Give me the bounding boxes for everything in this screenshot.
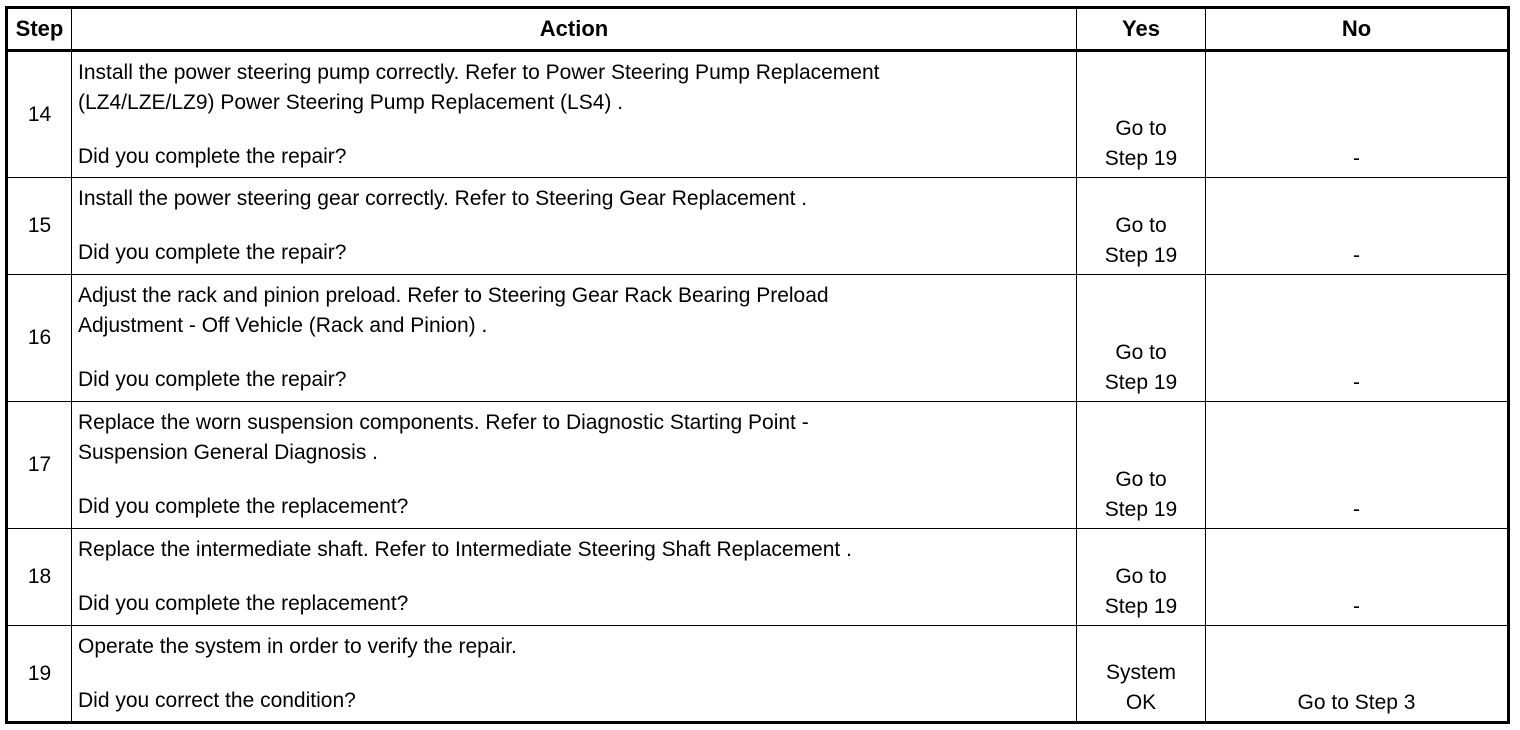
yes-line: Go to — [1115, 214, 1167, 237]
action-question: Did you complete the replacement? — [78, 495, 409, 518]
header-action: Action — [72, 8, 1077, 51]
action-line: Adjust the rack and pinion preload. Refer to Steering Gear Rack Bearing Preload — [78, 284, 829, 307]
action-cell — [72, 402, 1077, 529]
header-no: No — [1206, 8, 1509, 51]
yes-cell — [1077, 402, 1206, 529]
yes-line: Step 19 — [1104, 498, 1178, 521]
step-number: 17 — [7, 402, 72, 529]
table-row — [7, 51, 1509, 178]
action-line: Install the power steering gear correctly. Refer to Steering Gear Replacement . — [78, 187, 808, 210]
header-yes: Yes — [1077, 8, 1206, 51]
no-cell: - — [1206, 402, 1509, 529]
step-number: 14 — [7, 51, 72, 178]
yes-cell — [1077, 51, 1206, 178]
action-question: Did you correct the condition? — [78, 689, 356, 712]
table-row — [7, 275, 1509, 402]
yes-cell — [1077, 275, 1206, 402]
yes-line: Step 19 — [1104, 371, 1178, 394]
no-cell: - — [1206, 178, 1509, 275]
yes-line: Go to — [1115, 565, 1167, 588]
action-question: Did you complete the replacement? — [78, 592, 409, 615]
step-number: 19 — [7, 626, 72, 723]
yes-line: Go to — [1115, 117, 1167, 140]
step-number: 18 — [7, 529, 72, 626]
yes-line: Go to — [1115, 341, 1167, 364]
header-step: Step — [7, 8, 72, 51]
table-row — [7, 626, 1509, 723]
table-row — [7, 178, 1509, 275]
action-cell — [72, 529, 1077, 626]
action-line: Replace the worn suspension components. Refer to Diagnostic Starting Point - — [78, 411, 809, 434]
table-row — [7, 529, 1509, 626]
yes-cell — [1077, 626, 1206, 723]
action-line: Operate the system in order to verify the repair. — [78, 635, 517, 658]
yes-cell — [1077, 529, 1206, 626]
no-cell: - — [1206, 275, 1509, 402]
action-line: Replace the intermediate shaft. Refer to Intermediate Steering Shaft Replacement . — [78, 538, 852, 561]
action-cell — [72, 275, 1077, 402]
step-number: 15 — [7, 178, 72, 275]
no-cell: Go to Step 3 — [1206, 626, 1509, 723]
action-cell — [72, 51, 1077, 178]
action-question: Did you complete the repair? — [78, 368, 347, 391]
action-question: Did you complete the repair? — [78, 145, 347, 168]
yes-line: System — [1105, 661, 1176, 684]
yes-cell — [1077, 178, 1206, 275]
yes-line: Step 19 — [1104, 595, 1178, 618]
yes-line: Step 19 — [1104, 244, 1178, 267]
action-cell — [72, 178, 1077, 275]
diagnostic-table — [5, 6, 1510, 724]
action-line: Adjustment - Off Vehicle (Rack and Pinion) . — [78, 314, 488, 337]
no-cell: - — [1206, 529, 1509, 626]
yes-line: Step 19 — [1104, 147, 1178, 170]
diagnostic-table-container — [5, 6, 1510, 724]
no-cell: - — [1206, 51, 1509, 178]
yes-line: OK — [1125, 691, 1157, 714]
table-row — [7, 402, 1509, 529]
action-line: Install the power steering pump correctly. Refer to Power Steering Pump Replacement — [78, 61, 880, 84]
yes-line: Go to — [1115, 468, 1167, 491]
step-number: 16 — [7, 275, 72, 402]
action-line: Suspension General Diagnosis . — [78, 441, 379, 464]
action-cell — [72, 626, 1077, 723]
action-question: Did you complete the repair? — [78, 241, 347, 264]
action-line: (LZ4/LZE/LZ9) Power Steering Pump Replacement (LS4) . — [78, 91, 624, 114]
header-row — [7, 8, 1509, 51]
